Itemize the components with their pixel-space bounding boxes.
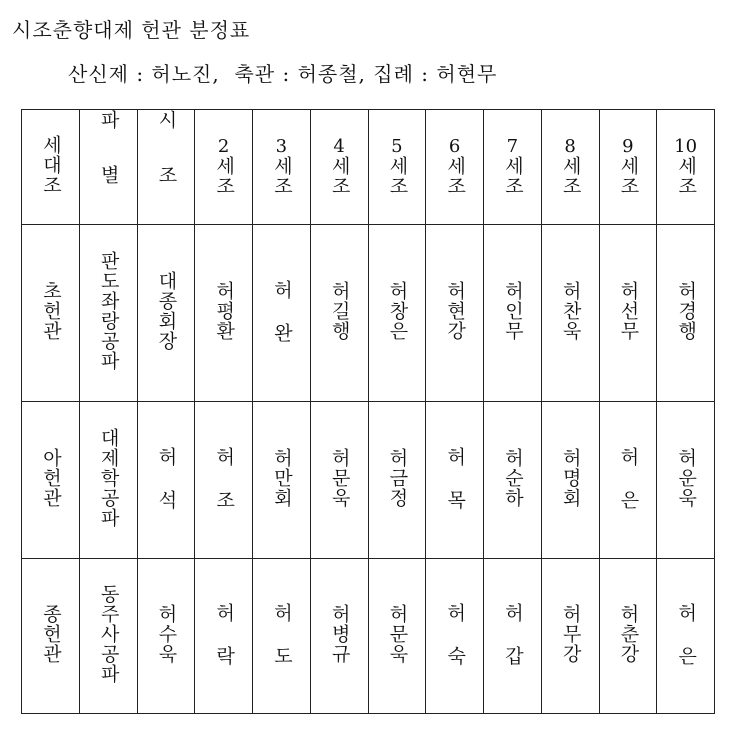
officiant-name: 허 목: [444, 446, 467, 510]
header-generation: [369, 135, 426, 197]
sansin-name: 허노진,: [151, 62, 220, 86]
name-cell: [368, 559, 426, 714]
officiant-name: 허선무: [617, 281, 640, 341]
name-cell: [426, 559, 484, 714]
name-cell: [599, 225, 657, 402]
table-header-row: [22, 110, 715, 225]
generation-number: 2: [217, 135, 230, 157]
officiant-name: 허인무: [501, 281, 524, 341]
row-branch: 동주사공파: [97, 584, 120, 684]
officiant-name: 허춘강: [617, 604, 640, 664]
founder-cell: [137, 402, 195, 559]
name-cell: [541, 402, 599, 559]
role-cell: [22, 225, 80, 402]
header-cell: [22, 110, 80, 225]
page-title: 시조춘향대제 헌관 분정표: [12, 18, 251, 42]
officiant-name: 허금정: [386, 448, 409, 508]
officiants-line: [68, 58, 497, 87]
header-cell: [426, 110, 484, 225]
name-cell: [484, 402, 542, 559]
generation-label: 세조: [444, 156, 467, 197]
generation-number: 7: [506, 135, 519, 157]
jiprye-name: 허현무: [436, 62, 498, 86]
header-generation: [657, 135, 714, 197]
row-role: 종헌관: [39, 604, 62, 664]
officiant-name: 허문욱: [328, 448, 351, 508]
name-cell: [253, 225, 311, 402]
branch-cell: [79, 225, 137, 402]
table-row: [22, 225, 715, 402]
officiant-name: 허현강: [444, 281, 467, 341]
row-founder: 허수욱: [155, 604, 178, 664]
header-generation: [253, 135, 310, 197]
name-cell: [310, 559, 368, 714]
officiant-name: 허찬욱: [559, 281, 582, 341]
row-branch: 판도좌랑공파: [97, 251, 120, 371]
role-cell: [22, 559, 80, 714]
generation-number: 10: [674, 135, 698, 157]
generation-label: 세조: [270, 156, 293, 197]
officiant-name: 허길행: [328, 281, 351, 341]
officiant-name: 허경행: [675, 281, 698, 341]
header-cell: [599, 110, 657, 225]
officiant-name: 허문욱: [386, 604, 409, 664]
name-cell: [195, 559, 253, 714]
generation-number: 5: [391, 135, 403, 157]
header-cell: [657, 110, 715, 225]
officiant-name: 허 은: [617, 446, 640, 510]
jiprye-label: 집례 :: [373, 62, 430, 86]
officiant-name: 허 락: [213, 602, 236, 666]
header-founder: 시조: [155, 110, 178, 220]
name-cell: [541, 225, 599, 402]
name-cell: [657, 402, 715, 559]
founder-cell: [137, 225, 195, 402]
name-cell: [368, 402, 426, 559]
officiant-name: 허 완: [270, 279, 293, 343]
header-generation: [311, 135, 368, 197]
chukgwan-label: 축관 :: [234, 62, 291, 86]
header-cell: [195, 110, 253, 225]
generation-number: 6: [448, 135, 461, 157]
name-cell: [195, 402, 253, 559]
generation-number: 4: [333, 135, 345, 157]
name-cell: [657, 225, 715, 402]
officiant-name: 허 숙: [444, 602, 467, 666]
founder-cell: [137, 559, 195, 714]
row-branch: 대제학공파: [97, 428, 120, 528]
name-cell: [195, 225, 253, 402]
generation-label: 세조: [675, 156, 698, 197]
generation-number: 8: [564, 135, 576, 157]
header-cell: [137, 110, 195, 225]
name-cell: [484, 559, 542, 714]
name-cell: [541, 559, 599, 714]
name-cell: [310, 225, 368, 402]
name-cell: [657, 559, 715, 714]
officiant-name: 허 은: [675, 602, 698, 666]
row-founder: 대종회장: [155, 271, 178, 351]
name-cell: [484, 225, 542, 402]
row-role: 아헌관: [39, 448, 62, 508]
name-cell: [426, 402, 484, 559]
name-cell: [426, 225, 484, 402]
name-cell: [253, 402, 311, 559]
officiant-name: 허평환: [213, 281, 236, 341]
generation-label: 세조: [328, 156, 351, 197]
name-cell: [368, 225, 426, 402]
generation-label: 세조: [559, 156, 582, 197]
generation-label: 세조: [617, 156, 640, 197]
header-cell: [310, 110, 368, 225]
branch-cell: [79, 402, 137, 559]
chukgwan-name: 허종철,: [297, 62, 366, 86]
officiant-name: 허병규: [328, 604, 351, 664]
header-branch: 파별: [97, 110, 120, 220]
sansin-label: 산신제 :: [68, 62, 145, 86]
header-role: 세대조: [39, 135, 62, 195]
generation-number: 3: [275, 135, 288, 157]
branch-cell: [79, 559, 137, 714]
officiant-name: 허창은: [386, 281, 409, 341]
name-cell: [253, 559, 311, 714]
header-cell: [253, 110, 311, 225]
header-cell: [79, 110, 137, 225]
name-cell: [310, 402, 368, 559]
role-cell: [22, 402, 80, 559]
generation-label: 세조: [501, 156, 524, 197]
officiant-name: 허무강: [559, 604, 582, 664]
header-cell: [484, 110, 542, 225]
officiant-name: 허만회: [270, 448, 293, 508]
officiant-name: 허명회: [559, 448, 582, 508]
generation-label: 세조: [213, 156, 236, 197]
officiant-name: 허순하: [501, 448, 524, 508]
header-cell: [368, 110, 426, 225]
name-cell: [599, 402, 657, 559]
generation-label: 세조: [386, 156, 409, 197]
header-cell: [541, 110, 599, 225]
header-generation: [484, 135, 541, 197]
officiant-name: 허 조: [213, 446, 236, 510]
name-cell: [599, 559, 657, 714]
row-founder: 허 석: [155, 446, 178, 510]
table-row: [22, 559, 715, 714]
header-generation: [195, 135, 252, 197]
header-generation: [426, 135, 483, 197]
officiant-name: 허운욱: [675, 448, 698, 508]
row-role: 초헌관: [39, 281, 62, 341]
assignment-table: [21, 109, 715, 714]
generation-number: 9: [622, 135, 634, 157]
officiant-name: 허 갑: [501, 602, 524, 666]
table-row: [22, 402, 715, 559]
header-generation: [542, 135, 599, 197]
officiant-name: 허 도: [270, 602, 293, 666]
header-generation: [600, 135, 657, 197]
